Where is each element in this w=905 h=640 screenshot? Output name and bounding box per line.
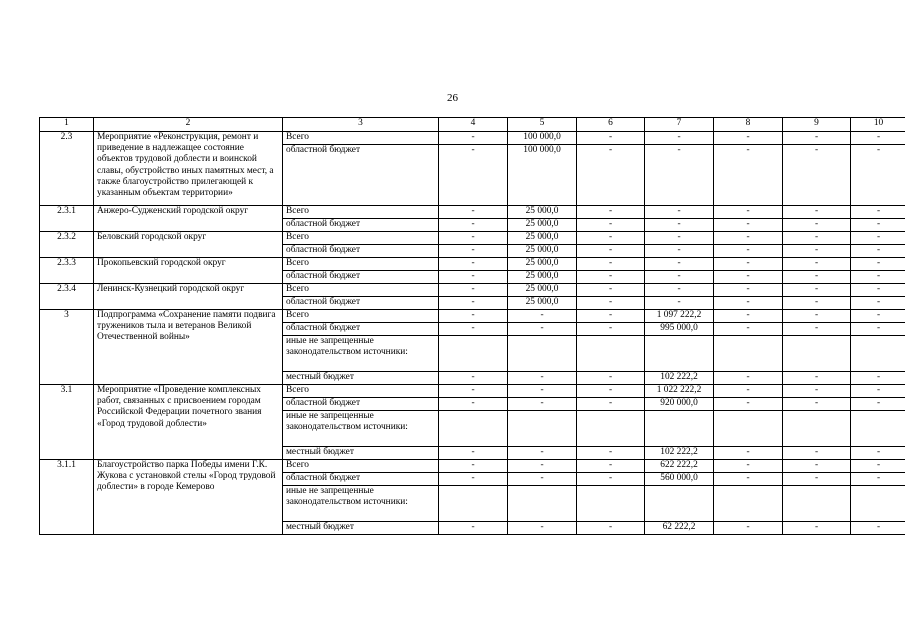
value-cell: - xyxy=(645,258,714,271)
value-cell: - xyxy=(577,473,645,486)
value-cell: - xyxy=(783,473,851,486)
funding-source: местный бюджет xyxy=(283,372,439,385)
page-number: 26 xyxy=(447,92,458,104)
value-cell: - xyxy=(714,297,783,310)
item-name: Мероприятие «Реконструкция, ремонт и приведение в надлежащее состояние объектов трудовой доблести и воинской славы, обустройство иных памятных мест, а также благоустройство прилегающей к указанным объектам территории» xyxy=(94,132,283,206)
table-row xyxy=(40,284,905,297)
value-cell: - xyxy=(577,258,645,271)
column-header: 2 xyxy=(94,118,283,132)
value-cell: 25 000,0 xyxy=(508,297,577,310)
value-cell: - xyxy=(439,145,508,206)
value-cell: - xyxy=(783,323,851,336)
funding-source: Всего xyxy=(283,284,439,297)
value-cell xyxy=(645,336,714,372)
value-cell: - xyxy=(851,271,905,284)
value-cell: - xyxy=(851,372,905,385)
value-cell: - xyxy=(851,206,905,219)
value-cell: - xyxy=(645,232,714,245)
value-cell: 62 222,2 xyxy=(645,522,714,535)
value-cell: - xyxy=(714,323,783,336)
value-cell: - xyxy=(851,297,905,310)
row-number: 3.1.1 xyxy=(40,460,94,535)
value-cell: - xyxy=(577,219,645,232)
value-cell: - xyxy=(439,284,508,297)
funding-source: иные не запрещенные законодательством источники: xyxy=(283,411,439,447)
value-cell: - xyxy=(783,310,851,323)
item-name: Ленинск-Кузнецкий городской округ xyxy=(94,284,283,310)
value-cell: - xyxy=(439,297,508,310)
value-cell: - xyxy=(783,522,851,535)
table-row xyxy=(40,460,905,473)
value-cell: - xyxy=(783,460,851,473)
value-cell: 25 000,0 xyxy=(508,232,577,245)
value-cell: - xyxy=(577,284,645,297)
funding-source: областной бюджет xyxy=(283,271,439,284)
value-cell: - xyxy=(645,206,714,219)
value-cell xyxy=(783,486,851,522)
value-cell xyxy=(783,411,851,447)
funding-source: местный бюджет xyxy=(283,447,439,460)
value-cell: - xyxy=(714,245,783,258)
value-cell: - xyxy=(714,460,783,473)
value-cell: - xyxy=(851,258,905,271)
value-cell: - xyxy=(577,232,645,245)
funding-source: областной бюджет xyxy=(283,323,439,336)
column-header: 8 xyxy=(714,118,783,132)
value-cell xyxy=(645,411,714,447)
item-name: Подпрограмма «Сохранение памяти подвига тружеников тыла и ветеранов Великой Отечественной войны» xyxy=(94,310,283,385)
value-cell: - xyxy=(508,323,577,336)
value-cell: - xyxy=(577,145,645,206)
value-cell: - xyxy=(439,323,508,336)
value-cell xyxy=(508,411,577,447)
row-number: 3.1 xyxy=(40,385,94,460)
value-cell xyxy=(577,411,645,447)
value-cell: - xyxy=(714,232,783,245)
value-cell: 25 000,0 xyxy=(508,271,577,284)
value-cell: 25 000,0 xyxy=(508,284,577,297)
value-cell: - xyxy=(577,522,645,535)
funding-source: Всего xyxy=(283,206,439,219)
value-cell: - xyxy=(439,245,508,258)
value-cell: - xyxy=(851,385,905,398)
value-cell: - xyxy=(783,398,851,411)
value-cell xyxy=(783,336,851,372)
value-cell: - xyxy=(851,323,905,336)
value-cell: - xyxy=(439,460,508,473)
value-cell: 622 222,2 xyxy=(645,460,714,473)
value-cell: - xyxy=(645,145,714,206)
value-cell: - xyxy=(439,385,508,398)
funding-source: иные не запрещенные законодательством источники: xyxy=(283,336,439,372)
funding-source: местный бюджет xyxy=(283,522,439,535)
value-cell: - xyxy=(851,145,905,206)
table-row xyxy=(40,258,905,271)
header-row xyxy=(40,118,905,132)
value-cell: 25 000,0 xyxy=(508,219,577,232)
funding-source: Всего xyxy=(283,310,439,323)
value-cell: 102 222,2 xyxy=(645,447,714,460)
item-name: Благоустройство парка Победы имени Г.К. Жукова с установкой стелы «Город трудовой доблести» в городе Кемерово xyxy=(94,460,283,535)
value-cell: - xyxy=(714,372,783,385)
value-cell: - xyxy=(577,271,645,284)
value-cell: 920 000,0 xyxy=(645,398,714,411)
table-row xyxy=(40,310,905,323)
row-number: 2.3.2 xyxy=(40,232,94,258)
value-cell: - xyxy=(439,271,508,284)
value-cell: - xyxy=(508,385,577,398)
value-cell: - xyxy=(851,473,905,486)
value-cell: - xyxy=(783,258,851,271)
value-cell: - xyxy=(645,132,714,145)
value-cell: - xyxy=(439,206,508,219)
funding-source: областной бюджет xyxy=(283,145,439,206)
value-cell: 560 000,0 xyxy=(645,473,714,486)
row-number: 3 xyxy=(40,310,94,385)
value-cell: - xyxy=(577,323,645,336)
value-cell: - xyxy=(714,206,783,219)
value-cell: - xyxy=(439,310,508,323)
value-cell: - xyxy=(851,447,905,460)
value-cell: - xyxy=(439,522,508,535)
value-cell: 1 022 222,2 xyxy=(645,385,714,398)
value-cell xyxy=(851,411,905,447)
value-cell: - xyxy=(714,398,783,411)
column-header: 1 xyxy=(40,118,94,132)
value-cell: 25 000,0 xyxy=(508,258,577,271)
value-cell: - xyxy=(851,398,905,411)
value-cell: - xyxy=(439,258,508,271)
value-cell: - xyxy=(508,460,577,473)
value-cell: - xyxy=(714,473,783,486)
funding-source: Всего xyxy=(283,258,439,271)
column-header: 6 xyxy=(577,118,645,132)
funding-source: областной бюджет xyxy=(283,297,439,310)
value-cell: - xyxy=(783,206,851,219)
value-cell: - xyxy=(851,460,905,473)
value-cell: - xyxy=(714,310,783,323)
value-cell: - xyxy=(645,297,714,310)
item-name: Анжеро-Судженский городской округ xyxy=(94,206,283,232)
column-header: 7 xyxy=(645,118,714,132)
value-cell: - xyxy=(783,284,851,297)
value-cell xyxy=(851,336,905,372)
column-header: 3 xyxy=(283,118,439,132)
value-cell: - xyxy=(439,132,508,145)
table-row xyxy=(40,206,905,219)
value-cell xyxy=(577,336,645,372)
value-cell: - xyxy=(439,219,508,232)
funding-source: областной бюджет xyxy=(283,245,439,258)
value-cell: 102 222,2 xyxy=(645,372,714,385)
value-cell: - xyxy=(851,284,905,297)
value-cell: - xyxy=(783,385,851,398)
funding-source: иные не запрещенные законодательством источники: xyxy=(283,486,439,522)
value-cell: - xyxy=(714,219,783,232)
value-cell xyxy=(439,411,508,447)
value-cell: - xyxy=(577,460,645,473)
value-cell xyxy=(714,411,783,447)
value-cell: - xyxy=(714,271,783,284)
value-cell: - xyxy=(851,232,905,245)
value-cell xyxy=(508,336,577,372)
table-row xyxy=(40,232,905,245)
table-row xyxy=(40,132,905,145)
value-cell: - xyxy=(851,219,905,232)
budget-table xyxy=(39,117,905,535)
item-name: Беловский городской округ xyxy=(94,232,283,258)
value-cell: - xyxy=(714,284,783,297)
value-cell: - xyxy=(645,245,714,258)
value-cell: - xyxy=(783,372,851,385)
row-number: 2.3.1 xyxy=(40,206,94,232)
value-cell xyxy=(508,486,577,522)
value-cell: - xyxy=(577,245,645,258)
column-header: 9 xyxy=(783,118,851,132)
value-cell: - xyxy=(439,473,508,486)
funding-source: Всего xyxy=(283,460,439,473)
column-header: 5 xyxy=(508,118,577,132)
column-header: 4 xyxy=(439,118,508,132)
value-cell: - xyxy=(577,385,645,398)
value-cell: - xyxy=(851,310,905,323)
funding-source: Всего xyxy=(283,132,439,145)
value-cell: - xyxy=(714,385,783,398)
value-cell: - xyxy=(714,447,783,460)
funding-source: областной бюджет xyxy=(283,473,439,486)
funding-source: Всего xyxy=(283,232,439,245)
value-cell: - xyxy=(577,132,645,145)
value-cell: 995 000,0 xyxy=(645,323,714,336)
value-cell xyxy=(714,336,783,372)
item-name: Мероприятие «Проведение комплексных работ, связанных с присвоением городам Российской Федерации почетного звания «Город трудовой доблести» xyxy=(94,385,283,460)
value-cell: - xyxy=(851,245,905,258)
value-cell: - xyxy=(714,145,783,206)
value-cell: - xyxy=(577,398,645,411)
value-cell: - xyxy=(508,310,577,323)
table-body xyxy=(40,132,905,535)
value-cell: - xyxy=(577,372,645,385)
value-cell: - xyxy=(851,522,905,535)
value-cell: 100 000,0 xyxy=(508,145,577,206)
value-cell: - xyxy=(783,245,851,258)
value-cell: 25 000,0 xyxy=(508,245,577,258)
value-cell: - xyxy=(508,398,577,411)
value-cell: 25 000,0 xyxy=(508,206,577,219)
value-cell: - xyxy=(714,258,783,271)
value-cell: - xyxy=(783,232,851,245)
value-cell: 100 000,0 xyxy=(508,132,577,145)
value-cell: - xyxy=(577,206,645,219)
value-cell: - xyxy=(439,232,508,245)
funding-source: Всего xyxy=(283,385,439,398)
value-cell: - xyxy=(783,271,851,284)
row-number: 2.3 xyxy=(40,132,94,206)
value-cell xyxy=(851,486,905,522)
table-row xyxy=(40,385,905,398)
row-number: 2.3.4 xyxy=(40,284,94,310)
value-cell xyxy=(645,486,714,522)
value-cell: - xyxy=(851,132,905,145)
value-cell: - xyxy=(783,132,851,145)
value-cell: - xyxy=(783,447,851,460)
value-cell: - xyxy=(714,132,783,145)
value-cell xyxy=(714,486,783,522)
value-cell: - xyxy=(508,372,577,385)
value-cell: - xyxy=(645,271,714,284)
value-cell: - xyxy=(439,398,508,411)
value-cell: - xyxy=(508,473,577,486)
funding-source: областной бюджет xyxy=(283,219,439,232)
value-cell: - xyxy=(645,284,714,297)
value-cell: - xyxy=(577,297,645,310)
table-header xyxy=(40,118,905,132)
value-cell: - xyxy=(439,447,508,460)
value-cell: 1 097 222,2 xyxy=(645,310,714,323)
row-number: 2.3.3 xyxy=(40,258,94,284)
value-cell: - xyxy=(577,447,645,460)
funding-source: областной бюджет xyxy=(283,398,439,411)
value-cell xyxy=(577,486,645,522)
column-header: 10 xyxy=(851,118,905,132)
value-cell: - xyxy=(783,219,851,232)
value-cell: - xyxy=(783,145,851,206)
value-cell: - xyxy=(645,219,714,232)
value-cell xyxy=(439,486,508,522)
value-cell: - xyxy=(783,297,851,310)
value-cell xyxy=(439,336,508,372)
value-cell: - xyxy=(508,522,577,535)
item-name: Прокопьевский городской округ xyxy=(94,258,283,284)
value-cell: - xyxy=(714,522,783,535)
value-cell: - xyxy=(508,447,577,460)
value-cell: - xyxy=(439,372,508,385)
value-cell: - xyxy=(577,310,645,323)
